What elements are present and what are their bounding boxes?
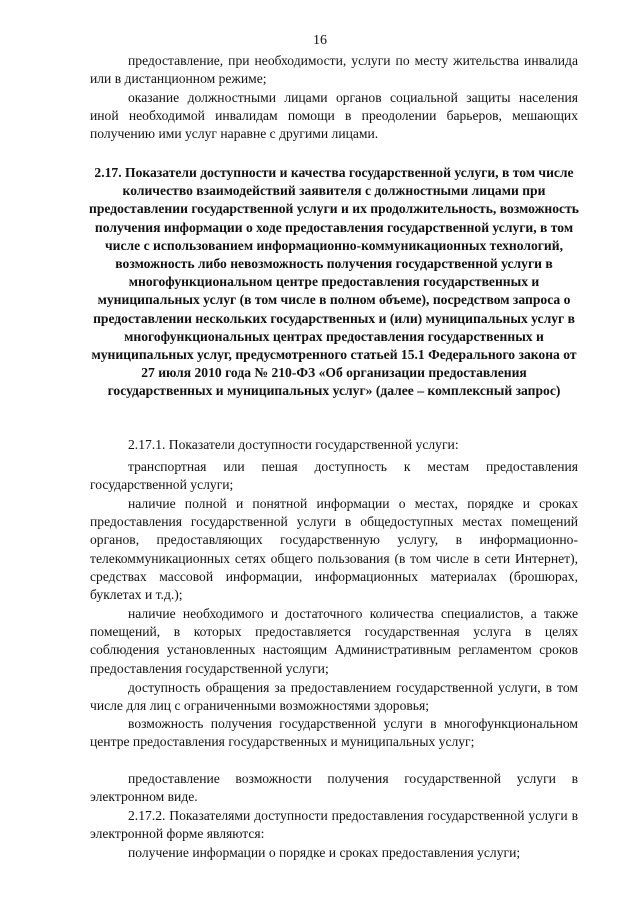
paragraph-remote-service: предоставление, при необходимости, услуги по месту жительства инвалида или в дистанционном режиме; bbox=[90, 53, 578, 87]
paragraph-info-order: получение информации о порядке и сроках предоставления услуги; bbox=[128, 845, 521, 860]
paragraph-2-17-1: 2.17.1. Показатели доступности государственной услуги: bbox=[128, 437, 459, 452]
paragraph-transport-access: транспортная или пешая доступность к местам предоставления государственной услуги; bbox=[90, 459, 578, 493]
paragraph-2-17-2: 2.17.2. Показателями доступности предоставления государственной услуги в электронной форме являются: bbox=[90, 808, 578, 842]
paragraph-information: наличие полной и понятной информации о местах, порядке и сроках предоставления государственной услуги в общедоступных местах помещений органов, предоставляющих государственную услугу, в информационно-телекоммуникационных сетях общего пользования (в том числе в сети Интернет), средствах массовой информации, информационных материалах (брошюрах, буклетах и т.д.); bbox=[90, 496, 578, 603]
paragraph-electronic: предоставление возможности получения государственной услуги в электронном виде. bbox=[90, 771, 578, 805]
section-heading: 2.17. Показатели доступности и качества государственной услуги, в том числе количество взаимодействий заявителя с должностными лицами при предоставлении государственной услуги и их продолжительность, возможность получения информации о ходе предоставления государственной услуги, в том числе с использованием информационно-коммуникационных технологий, возможность либо невозможность получения государственной услуги в многофункциональном центре предоставления государственных и муниципальных услуг (в том числе в полном объеме), посредством запроса о предоставлении нескольких государственных и (или) муниципальных услуг в многофункциональных центрах предоставления государственных и муниципальных услуг, предусмотренного статьей 15.1 Федерального закона от 27 июля 2010 года № 210-ФЗ «Об организации предоставления государственных и муниципальных услуг» (далее – комплексный запрос) bbox=[89, 165, 579, 399]
paragraph-accessibility: доступность обращения за предоставлением государственной услуги, в том числе для лиц с ограниченными возможностями здоровья; bbox=[90, 680, 578, 714]
paragraph-specialists: наличие необходимого и достаточного количества специалистов, а также помещений, в которых предоставляется государственная услуга в целях соблюдения установленных настоящим Административным регламентом сроков предоставления государственной услуги; bbox=[90, 606, 578, 676]
page-number: 16 bbox=[313, 33, 327, 48]
paragraph-mfc: возможность получения государственной услуги в многофункциональном центре предоставления государственных и муниципальных услуг; bbox=[90, 716, 578, 750]
paragraph-assistance: оказание должностными лицами органов социальной защиты населения иной необходимой инвалидам помощи в преодолении барьеров, мешающих получению ими услуг наравне с другими лицами. bbox=[90, 90, 578, 142]
